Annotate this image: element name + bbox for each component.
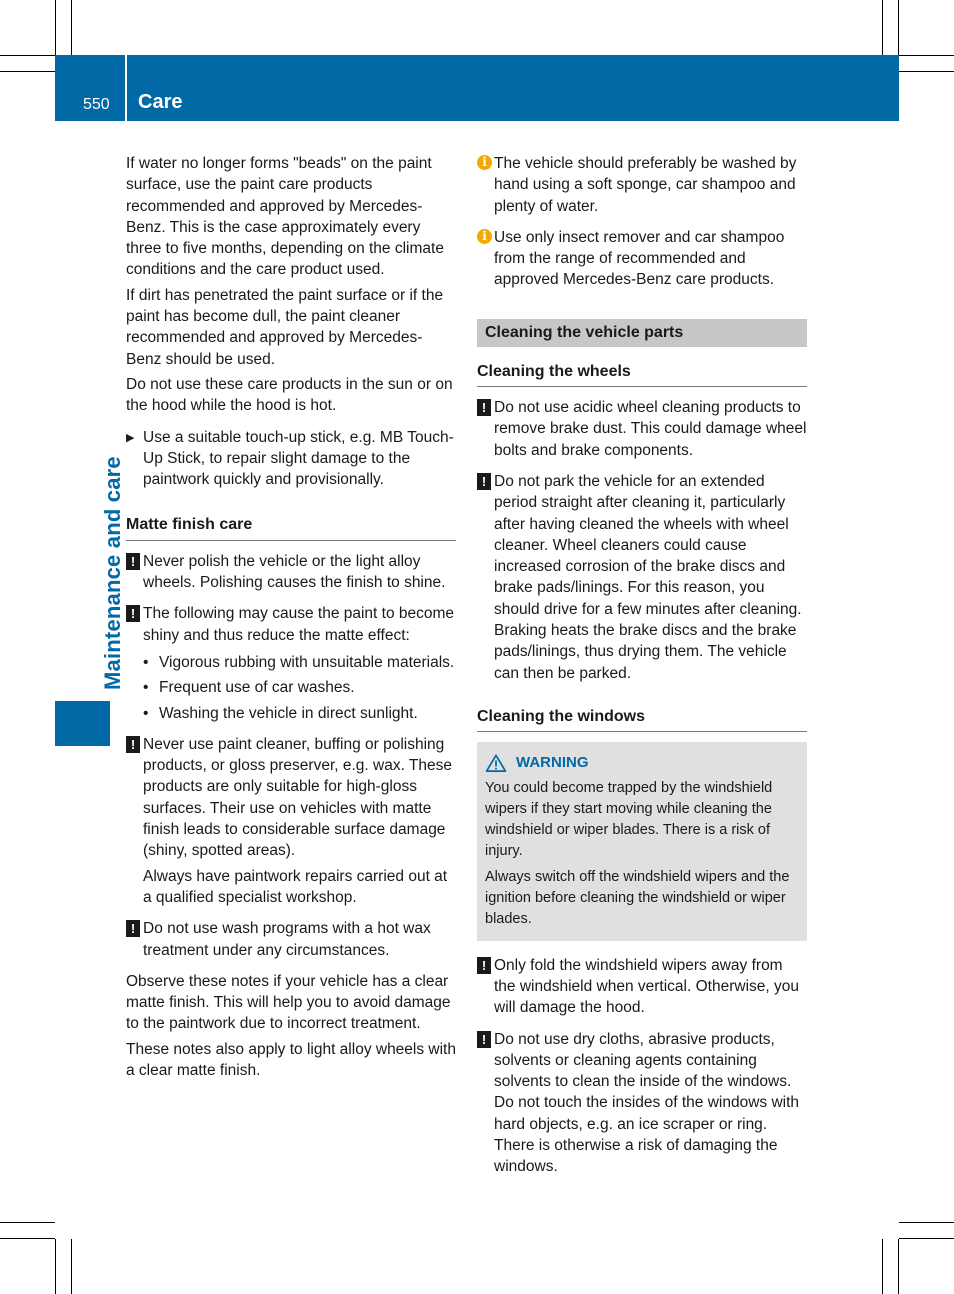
exclamation-icon: ! xyxy=(477,473,491,490)
note-text: Never use paint cleaner, buffing or polishing products, or gloss preserver, e.g. wax. These products are only suitable for high-gloss surfaces. Their use on vehicles with matte finish leads to considerable surface damage (shiny, spotted areas). xyxy=(143,735,453,860)
crop-mark xyxy=(55,1239,56,1294)
warning-text: You could become trapped by the windshield wipers if they start moving while cleaning the windshield or wiper blades. There is a risk of injury. xyxy=(485,779,773,860)
exclamation-icon: ! xyxy=(126,736,140,753)
info-icon: i xyxy=(477,155,492,170)
note-item xyxy=(126,734,456,862)
bullet-icon: • xyxy=(143,704,149,722)
crop-mark xyxy=(71,0,72,55)
paragraph: Observe these notes if your vehicle has a clear matte finish. This will help you to avoid damage to the paintwork due to incorrect treatment. xyxy=(126,972,451,1033)
warning-title: WARNING xyxy=(516,754,589,772)
note-item xyxy=(126,918,456,961)
paragraph: If water no longer forms "beads" on the paint surface, use the paint care products recommended and approved by Mercedes-Benz. This is the case approximately every three to five months, depending on the climate conditions and the care product used. xyxy=(126,155,444,279)
crop-mark xyxy=(0,71,55,72)
crop-mark xyxy=(899,71,954,72)
exclamation-icon: ! xyxy=(477,1031,491,1048)
info-item xyxy=(477,227,807,291)
note-item xyxy=(477,397,807,461)
exclamation-icon: ! xyxy=(477,957,491,974)
crop-mark xyxy=(882,0,883,55)
page-number: 550 xyxy=(83,96,110,113)
note-item xyxy=(477,1029,807,1178)
exclamation-icon: ! xyxy=(126,553,140,570)
note-item xyxy=(126,603,456,646)
exclamation-icon: ! xyxy=(126,920,140,937)
section-heading: Cleaning the vehicle parts xyxy=(477,319,807,347)
note-item xyxy=(477,955,807,1019)
crop-mark xyxy=(899,1238,954,1239)
crop-mark xyxy=(0,55,55,56)
warning-triangle-icon xyxy=(485,754,507,772)
list-item xyxy=(143,677,456,698)
note-text: Do not use dry cloths, abrasive products, solvents or cleaning agents containing solvents to clean the inside of the windows. Do not touch the insides of the windows with hard objects, e.g. an ice scraper or ring. There is otherwise a risk of damaging the windows. xyxy=(494,1030,800,1176)
note-text: Do not park the vehicle for an extended period straight after cleaning it, particularly after having cleaned the wheels with wheel cleaner. Wheel cleaners could cause increased corrosion of the brake discs and brake pads/linings. For this reason, you should drive for a few minutes after cleaning. Braking heats the brake discs and the brake pads/linings, thus drying them. The vehicle can then be parked. xyxy=(494,472,802,682)
info-icon: i xyxy=(477,229,492,244)
page-header xyxy=(55,55,899,121)
subsection-heading: Matte finish care xyxy=(126,514,456,540)
warning-header xyxy=(485,752,799,773)
note-item xyxy=(126,551,456,594)
subsection-heading: Cleaning the wheels xyxy=(477,361,807,387)
list-item-text: Vigorous rubbing with unsuitable materials. xyxy=(159,653,455,671)
info-item xyxy=(477,153,807,217)
paragraph: Do not use these care products in the sun or on the hood while the hood is hot. xyxy=(126,375,453,415)
crop-mark xyxy=(71,1239,72,1294)
bullet-icon: • xyxy=(143,653,149,671)
list-item-text: Frequent use of car washes. xyxy=(159,679,355,697)
note-text: The following may cause the paint to become shiny and thus reduce the matte effect: xyxy=(143,605,455,644)
note-item xyxy=(477,471,807,684)
bullet-icon: • xyxy=(143,679,149,697)
exclamation-icon: ! xyxy=(477,399,491,416)
subsection-heading: Cleaning the windows xyxy=(477,706,807,732)
note-text: Never polish the vehicle or the light alloy wheels. Polishing causes the finish to shine. xyxy=(143,552,446,592)
crop-mark xyxy=(882,1239,883,1294)
crop-mark xyxy=(0,1238,55,1239)
note-text: Do not use wash programs with a hot wax treatment under any circumstances. xyxy=(143,920,431,959)
side-tab-label: Maintenance and care xyxy=(100,456,125,690)
crop-mark xyxy=(898,0,899,55)
left-column xyxy=(126,153,456,1085)
crop-mark xyxy=(0,1222,55,1223)
crop-mark xyxy=(898,1239,899,1294)
right-column xyxy=(477,153,807,1188)
crop-mark xyxy=(899,55,954,56)
crop-mark xyxy=(899,1222,954,1223)
list-item xyxy=(143,703,456,724)
instruction-text: Use a suitable touch-up stick, e.g. MB Touch-Up Stick, to repair slight damage to the paintwork quickly and provisionally. xyxy=(143,428,454,489)
header-divider xyxy=(125,55,127,121)
instruction-step xyxy=(126,427,456,491)
info-text: The vehicle should preferably be washed by hand using a soft sponge, car shampoo and plenty of water. xyxy=(494,155,797,215)
list-item-text: Washing the vehicle in direct sunlight. xyxy=(159,704,418,722)
side-tab-marker xyxy=(55,701,110,746)
exclamation-icon: ! xyxy=(126,605,140,622)
arrow-right-icon: ▶ xyxy=(126,431,135,444)
note-continuation: Always have paintwork repairs carried out at a qualified specialist workshop. xyxy=(143,867,448,906)
section-title: Care xyxy=(138,91,183,113)
note-text: Only fold the windshield wipers away from the windshield when vertical. Otherwise, you will damage the hood. xyxy=(494,956,799,1017)
crop-mark xyxy=(55,0,56,55)
info-text: Use only insect remover and car shampoo from the range of recommended and approved Mercedes-Benz care products. xyxy=(494,228,785,289)
paragraph: These notes also apply to light alloy wheels with a clear matte finish. xyxy=(126,1040,456,1079)
warning-text: Always switch off the windshield wipers and the ignition before cleaning the windshield or wiper blades. xyxy=(485,868,790,928)
list-item xyxy=(143,652,456,673)
note-text: Do not use acidic wheel cleaning products to remove brake dust. This could damage wheel bolts and brake components. xyxy=(494,399,807,459)
warning-box xyxy=(477,742,807,940)
paragraph: If dirt has penetrated the paint surface or if the paint has become dull, the paint cleaner recommended and approved by Mercedes-Benz should be used. xyxy=(126,286,444,368)
